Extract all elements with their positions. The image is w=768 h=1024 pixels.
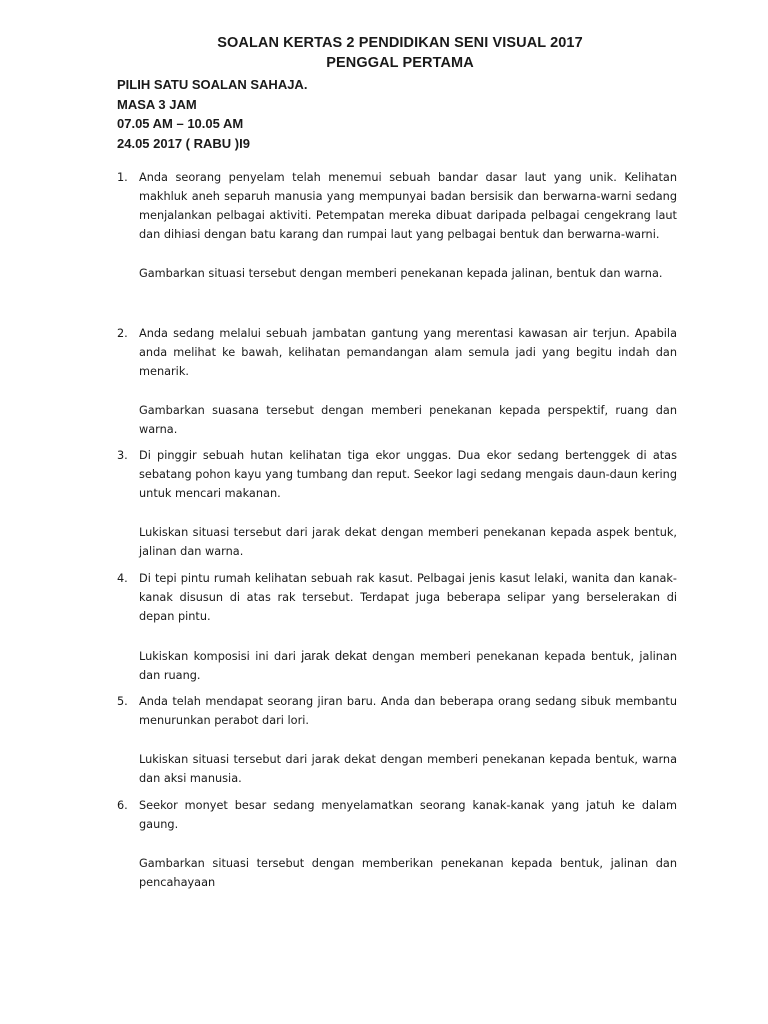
question-5 bbox=[117, 692, 677, 788]
question-instruction: Gambarkan suasana tersebut dengan memberi penekanan kepada perspektif, ruang dan warna. bbox=[139, 404, 677, 436]
instruction-text: Lukiskan komposisi ini dari bbox=[139, 650, 302, 663]
question-number: 5. bbox=[117, 695, 128, 708]
exam-meta bbox=[117, 75, 307, 153]
question-1 bbox=[117, 168, 677, 283]
question-instruction: Gambarkan situasi tersebut dengan memberi penekanan kepada jalinan, bentuk dan warna. bbox=[139, 267, 663, 280]
emphasized-phrase: jarak dekat bbox=[301, 648, 367, 663]
question-3 bbox=[117, 446, 677, 561]
exam-duration: MASA 3 JAM bbox=[117, 96, 197, 112]
question-instruction bbox=[139, 646, 677, 685]
question-body: Di tepi pintu rumah kelihatan sebuah rak kasut. Pelbagai jenis kasut lelaki, wanita dan kanak-kanak disusun di atas rak tersebut. Terdapat juga beberapa selipar yang berselerakan di depan pintu. bbox=[139, 572, 677, 623]
instruction-text: dengan memberi penekanan kepada bentuk, jalinan dan ruang. bbox=[139, 650, 677, 682]
exam-time: 07.05 AM – 10.05 AM bbox=[117, 116, 244, 131]
question-instruction: Lukiskan situasi tersebut dari jarak dekat dengan memberi penekanan kepada bentuk, warna dan aksi manusia. bbox=[139, 753, 677, 785]
question-2 bbox=[117, 324, 677, 439]
question-body: Seekor monyet besar sedang menyelamatkan seorang kanak-kanak yang jatuh ke dalam gaung. bbox=[139, 799, 677, 831]
question-4 bbox=[117, 569, 677, 685]
question-body: Di pinggir sebuah hutan kelihatan tiga ekor unggas. Dua ekor sedang bertenggek di atas sebatang pohon kayu yang tumbang dan reput. Seekor lagi sedang mengais daun-daun kering untuk mencari makanan. bbox=[139, 449, 677, 500]
question-instruction: Lukiskan situasi tersebut dari jarak dekat dengan memberi penekanan kepada aspek bentuk, jalinan dan warna. bbox=[139, 526, 677, 558]
question-body: Anda seorang penyelam telah menemui sebuah bandar dasar laut yang unik. Kelihatan makhluk aneh separuh manusia yang mempunyai badan bersisik dan berwarna-warni sedang menjalankan pelbagai aktiviti. Petempatan mereka dibuat daripada pelbagai cengekrang laut dan dihiasi dengan batu karang dan rumpai laut yang pelbagai bentuk dan berwarna-warni. bbox=[139, 171, 677, 241]
paper-title: SOALAN KERTAS 2 PENDIDIKAN SENI VISUAL 2017 bbox=[217, 35, 583, 51]
exam-instruction: PILIH SATU SOALAN SAHAJA. bbox=[117, 77, 308, 92]
question-number: 2. bbox=[117, 327, 128, 340]
question-instruction: Gambarkan situasi tersebut dengan memberikan penekanan kepada bentuk, jalinan dan pencahayaan bbox=[139, 857, 677, 889]
question-body: Anda telah mendapat seorang jiran baru. Anda dan beberapa orang sedang sibuk membantu menurunkan perabot dari lori. bbox=[139, 695, 677, 727]
question-number: 6. bbox=[117, 799, 128, 812]
question-number: 3. bbox=[117, 449, 128, 462]
question-body: Anda sedang melalui sebuah jambatan gantung yang merentasi kawasan air terjun. Apabila anda melihat ke bawah, kelihatan pemandangan alam semula jadi yang begitu indah dan menarik. bbox=[139, 327, 677, 378]
question-6 bbox=[117, 796, 677, 892]
question-number: 1. bbox=[117, 171, 128, 184]
exam-date: 24.05 2017 ( RABU )I9 bbox=[117, 135, 250, 151]
question-number: 4. bbox=[117, 572, 128, 585]
term-title: PENGGAL PERTAMA bbox=[326, 55, 474, 71]
